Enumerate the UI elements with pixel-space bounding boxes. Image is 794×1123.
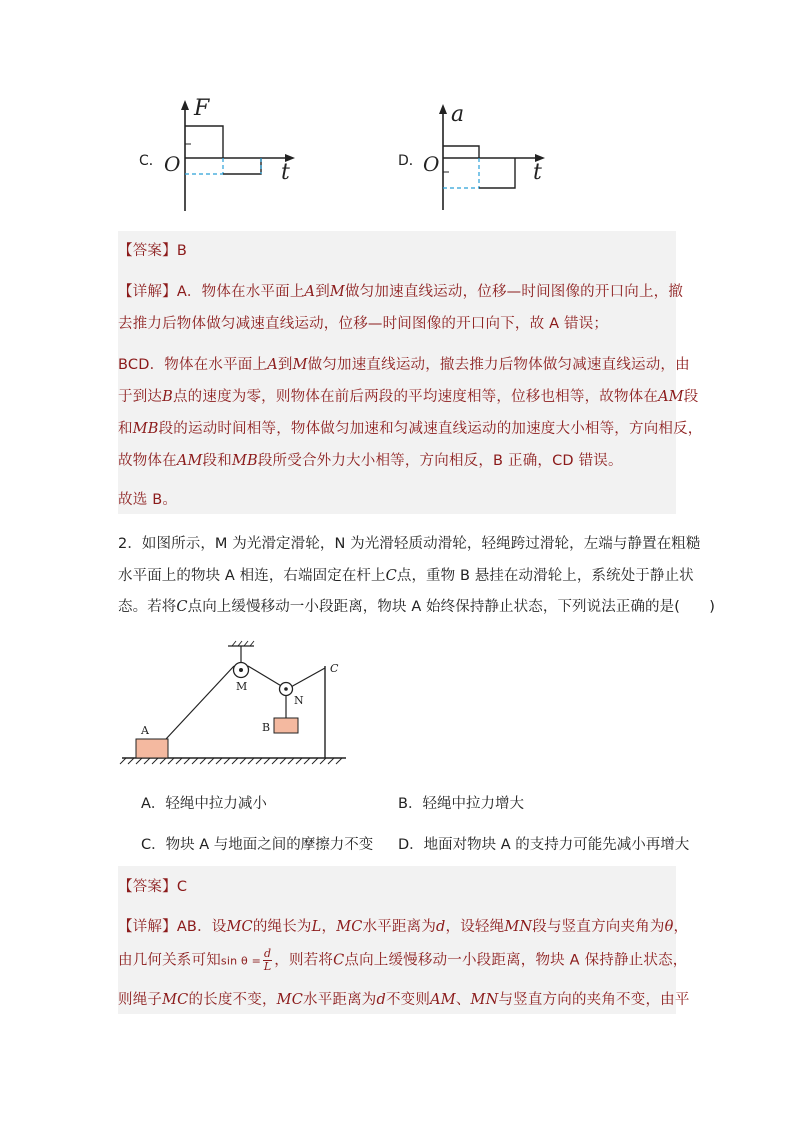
question-2-line-3 xyxy=(118,595,715,616)
detail-text: 到 xyxy=(277,357,293,373)
detail-text: 故物体在 xyxy=(118,453,177,469)
var-d: d xyxy=(436,919,446,935)
choice-a[interactable]: A．轻绳中拉力减小 xyxy=(141,796,267,812)
detail-text: ，则若将 xyxy=(274,952,334,969)
detail-text: 和 xyxy=(118,421,133,437)
detail-text: 段与竖直方向夹角为 xyxy=(532,919,665,935)
var-mn: MN xyxy=(470,992,499,1008)
var-b: B xyxy=(162,389,173,405)
detail-line-3 xyxy=(118,353,690,374)
var-l: L xyxy=(311,919,322,935)
figure-label-b: B xyxy=(262,721,271,734)
detail-text: ， xyxy=(321,919,337,935)
detail-line-7 xyxy=(118,488,177,509)
answer-label: 【答案】 xyxy=(118,243,177,259)
detail-text: 段和 xyxy=(202,453,232,469)
var-c: C xyxy=(333,952,345,969)
detail-text: 做匀加速直线运动，位移—时间图像的开口向上，撤 xyxy=(344,284,684,300)
choice-d[interactable]: D．地面对物块 A 的支持力可能先减小再增大 xyxy=(398,837,690,853)
choice-b[interactable]: B．轻绳中拉力增大 xyxy=(398,796,524,812)
var-mb: MB xyxy=(132,421,159,437)
answer-value: C xyxy=(176,879,188,895)
detail-text: 的绳长为 xyxy=(252,919,312,935)
detail-line-3 xyxy=(118,988,690,1009)
detail-label: 【详解】 xyxy=(118,919,177,935)
question-2-line-2 xyxy=(118,564,694,585)
detail-text: 点的速度为零，则物体在前后两段的平均速度相等，位移也相等，故物体在 xyxy=(172,389,659,405)
fraction-d-over-l xyxy=(263,948,272,973)
pulley-diagram xyxy=(118,640,358,770)
var-m: M xyxy=(292,357,308,373)
option-c-label: C． xyxy=(139,153,163,169)
detail-text: BCD．物体在水平面上 xyxy=(118,357,268,373)
detail-line-1 xyxy=(118,280,683,301)
detail-text: 点向上缓慢移动一小段距离，物块 A 保持静止状态， xyxy=(344,952,688,969)
answer-line xyxy=(118,239,187,260)
var-a: A xyxy=(267,357,278,373)
question-2-line-1: 2．如图所示，M 为光滑定滑轮，N 为光滑轻质动滑轮，轻绳跨过滑轮，左端与静置在粗糙 xyxy=(118,536,701,552)
detail-text: 的长度不变， xyxy=(188,992,277,1008)
figure-label-m: M xyxy=(236,680,248,693)
detail-text: 则绳子 xyxy=(118,992,163,1008)
answer-block-1 xyxy=(118,231,703,514)
detail-text: 段所受合外力大小相等，方向相反，B 正确，CD 错误。 xyxy=(257,453,623,469)
detail-text: 水平距离为 xyxy=(362,919,437,935)
var-theta: θ xyxy=(664,919,674,935)
var-c: C xyxy=(385,568,397,584)
detail-line-2 xyxy=(118,948,688,973)
var-mc: MC xyxy=(336,919,363,935)
answer-line xyxy=(118,875,187,896)
answer-value: B xyxy=(176,243,187,259)
var-c: C xyxy=(176,599,188,615)
detail-line-4 xyxy=(118,385,699,406)
detail-text: 故选 B。 xyxy=(118,492,178,508)
question-text: 态。若将 xyxy=(118,599,177,615)
detail-label: 【详解】 xyxy=(118,284,177,300)
detail-text: 段的运动时间相等，物体做匀加速和匀减速直线运动的加速度大小相等，方向相反， xyxy=(158,421,703,437)
graph-c-y-label: F xyxy=(194,96,210,121)
question-text: 水平面上的物块 A 相连，右端固定在杆上 xyxy=(118,568,386,584)
var-d: d xyxy=(376,992,386,1008)
graph-c-origin: O xyxy=(164,152,181,176)
detail-text: 由几何关系可知 xyxy=(118,952,221,969)
figure-label-c: C xyxy=(330,662,339,675)
detail-text: 去推力后物体做匀减速直线运动，位移—时间图像的开口向下，故 A 错误； xyxy=(118,316,609,332)
detail-text: 不变则 xyxy=(385,992,431,1008)
detail-text: 段 xyxy=(683,389,699,405)
graph-d-x-label: t xyxy=(533,160,542,185)
var-mc: MC xyxy=(226,919,253,935)
figure-label-n: N xyxy=(294,694,304,707)
figure-label-a: A xyxy=(141,724,149,737)
var-m: M xyxy=(329,284,345,300)
var-a: A xyxy=(304,284,316,300)
graph-c-x-label: t xyxy=(281,160,290,185)
detail-text: 做匀加速直线运动，撤去推力后物体做匀减速直线运动，由 xyxy=(307,357,690,373)
fraction-denominator: L xyxy=(263,960,272,973)
detail-line-6 xyxy=(118,449,623,470)
detail-text: 与竖直方向的夹角不变，由平 xyxy=(498,992,690,1008)
detail-text: 到 xyxy=(315,284,330,300)
detail-text: 于到达 xyxy=(118,389,163,405)
answer-block-2 xyxy=(118,866,690,1014)
var-am: AM xyxy=(176,453,203,469)
detail-line-1 xyxy=(118,915,688,936)
question-text: 点，重物 B 悬挂在动滑轮上，系统处于静止状 xyxy=(396,568,694,584)
var-mb: MB xyxy=(231,453,258,469)
question-text: 点向上缓慢移动一小段距离，物块 A 始终保持静止状态，下列说法正确的是( ) xyxy=(187,599,715,615)
graph-d-y-label: a xyxy=(451,102,465,127)
fraction-numerator: d xyxy=(264,947,272,960)
choice-c[interactable]: C．物块 A 与地面之间的摩擦力不变 xyxy=(141,837,374,853)
answer-label: 【答案】 xyxy=(118,879,177,895)
var-am: AM xyxy=(430,992,456,1008)
detail-text: A．物体在水平面上 xyxy=(176,284,305,300)
detail-line-2 xyxy=(118,312,608,333)
option-d-label: D． xyxy=(398,153,423,169)
var-mc: MC xyxy=(276,992,303,1008)
detail-text: 水平距离为 xyxy=(303,992,377,1008)
sin-theta: sin θ = xyxy=(220,954,262,968)
var-mn: MN xyxy=(504,919,533,935)
detail-text: 、 xyxy=(455,992,471,1008)
var-am: AM xyxy=(658,389,684,405)
detail-text: ，设轻绳 xyxy=(445,919,505,935)
detail-text: ， xyxy=(673,919,689,935)
var-mc: MC xyxy=(162,992,189,1008)
detail-text: AB．设 xyxy=(176,919,227,935)
detail-line-5 xyxy=(118,417,703,438)
graph-d-origin: O xyxy=(423,152,440,176)
